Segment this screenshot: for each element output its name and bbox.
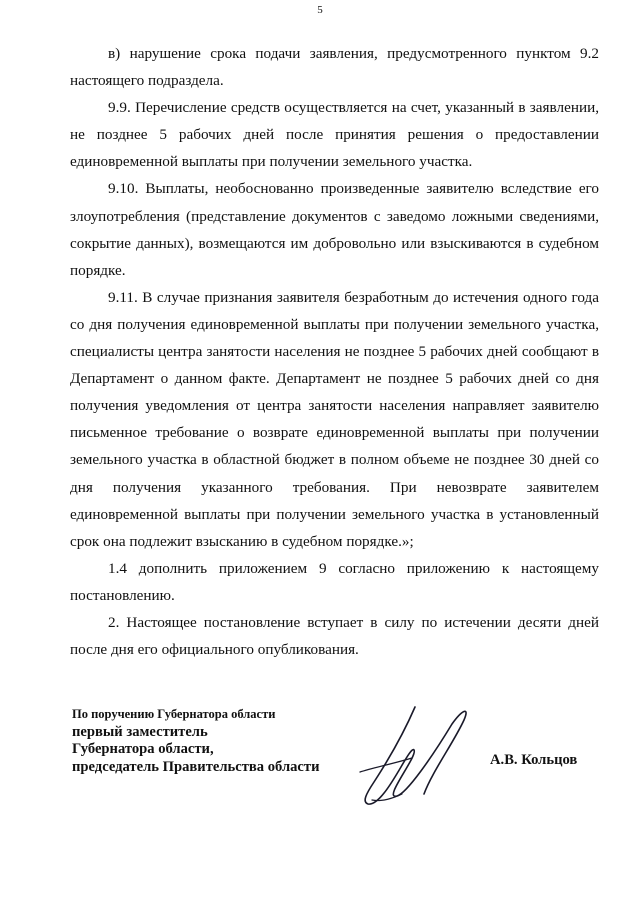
signatory-line-3: Губернатора области, [72, 741, 214, 757]
signatory-name: А.В. Кольцов [490, 752, 578, 768]
signatory-line-2: первый заместитель [72, 723, 208, 740]
paragraph-9-11: 9.11. В случае признания заявителя безработным до истечения одного года со дня получения единовременной выплаты при получении земельного участка, специалисты центра занятости населения не позднее 5 рабочих дней сообщают в Департамент о данном факте. Департамент не позднее 5 рабочих дней со дня получения уведомления от центра занятости населения направляет заявителю письменное требование о возврате единовременной выплаты при получении земельного участка в областной бюджет в полном объеме не позднее 30 дней со дня получения указанного требования. При невозврате заявителем единовременной выплаты при получении земельного участка в установленный срок она подлежит взысканию в судебном порядке.»; [70, 288, 599, 550]
document-body [70, 40, 599, 663]
paragraph-9-9: 9.9. Перечисление средств осуществляется на счет, указанный в заявлении, не позднее 5 рабочих дней после принятия решения о предоставлении единовременной выплаты при получении земельного участка. [70, 99, 599, 171]
signatory-line-1: По поручению Губернатора области [72, 707, 276, 721]
handwritten-signature [352, 702, 482, 812]
paragraph-item-v: в) нарушение срока подачи заявления, предусмотренного пунктом 9.2 настоящего подраздела. [70, 45, 599, 90]
signatory-title-block [72, 706, 319, 776]
signatory-line-4: председатель Правительства области [72, 758, 320, 775]
page-number: 5 [317, 4, 323, 16]
paragraph-9-10: 9.10. Выплаты, необоснованно произведенные заявителю вследствие его злоупотребления (представление документов с заведомо ложными сведениями, сокрытие данных), возмещаются им добровольно или взыскиваются в судебном порядке. [70, 180, 599, 279]
paragraph-2: 2. Настоящее постановление вступает в силу по истечении десяти дней после дня его официального опубликования. [70, 613, 599, 659]
paragraph-1-4: 1.4 дополнить приложением 9 согласно приложению к настоящему постановлению. [70, 559, 599, 604]
